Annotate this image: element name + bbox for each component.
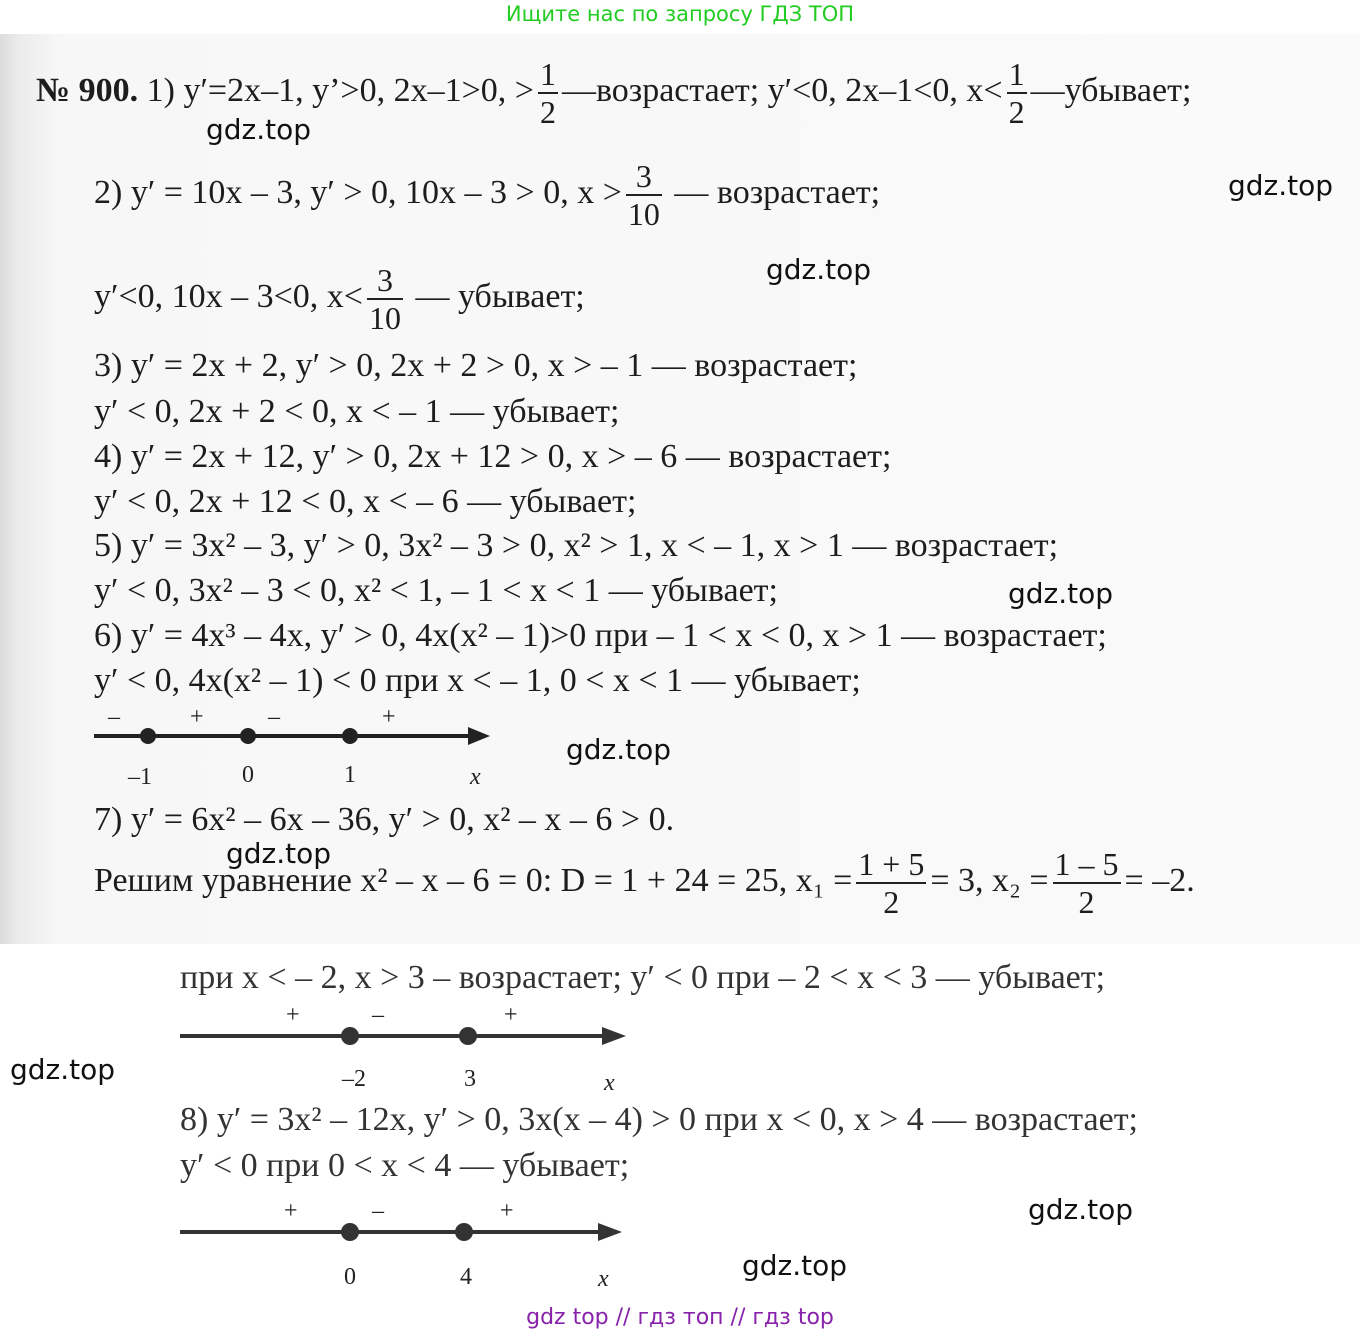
sign-label: – xyxy=(372,1198,384,1224)
axis-label: x xyxy=(604,1070,615,1096)
problem-line-5a: 5) y′ = 3x² – 3, y′ > 0, 3x² – 3 > 0, x² > 1, x < – 1, x > 1 — возрастает; xyxy=(94,527,1059,564)
sign-label: + xyxy=(382,704,396,730)
sign-label: + xyxy=(500,1198,514,1224)
number-line-point xyxy=(140,728,156,744)
number-line-point xyxy=(455,1223,473,1241)
watermark: gdz.top xyxy=(766,253,872,286)
number-line-point xyxy=(341,1027,359,1045)
watermark: gdz.top xyxy=(206,113,312,146)
watermark: gdz.top xyxy=(1028,1193,1134,1226)
fraction: $\frac{1}{2}$ xyxy=(539,56,556,130)
point-label: 0 xyxy=(242,762,254,788)
point-label: 1 xyxy=(344,762,356,788)
problem-line-4b: y′ < 0, 2x + 12 < 0, x < – 6 — убывает; xyxy=(94,483,637,520)
fraction: $\frac{1}{2}$ xyxy=(1008,56,1025,130)
number-line-point xyxy=(240,728,256,744)
problem-line-6b: y′ < 0, 4x(x² – 1) < 0 при x < – 1, 0 < x < 1 — убывает; xyxy=(94,662,861,699)
watermark: gdz.top xyxy=(10,1053,116,1086)
sign-label: – xyxy=(372,1002,384,1028)
point-label: –1 xyxy=(128,764,152,790)
sign-label: – xyxy=(268,704,280,730)
problem-line-5b: y′ < 0, 3x² – 3 < 0, x² < 1, – 1 < x < 1 — убывает; xyxy=(94,572,778,609)
footer-links[interactable]: gdz top // гдз топ // гдз top xyxy=(526,1305,834,1330)
problem-line-3b: y′ < 0, 2x + 2 < 0, x < – 1 — убывает; xyxy=(94,393,620,430)
number-line-2 xyxy=(176,1000,636,1095)
problem-line-4a: 4) y′ = 2x + 12, y′ > 0, 2x + 12 > 0, x > – 6 — возрастает; xyxy=(94,438,892,475)
problem-line-2a: 2) y′ = 10x – 3, y′ > 0, 10x – 3 > 0, x > $\frac{3}{10}$ — возрастает; xyxy=(94,158,881,232)
fraction: $\frac{1 + 5}{2}$ xyxy=(858,846,925,920)
problem-line-8b: y′ < 0 при 0 < x < 4 — убывает; xyxy=(180,1147,630,1184)
problem-line-7a: 7) y′ = 6x² – 6x – 36, y′ > 0, x² – x – 6 > 0. xyxy=(94,801,675,838)
search-banner[interactable]: Ищите нас по запросу ГДЗ ТОП xyxy=(505,2,855,26)
watermark: gdz.top xyxy=(1228,169,1334,202)
problem-line-7c: при x < – 2, x > 3 – возрастает; y′ < 0 при – 2 < x < 3 — убывает; xyxy=(180,959,1106,996)
watermark: gdz.top xyxy=(742,1249,848,1282)
point-label: 0 xyxy=(344,1264,356,1290)
sign-label: – xyxy=(108,704,120,730)
fraction: $\frac{3}{10}$ xyxy=(368,262,401,336)
axis-label: x xyxy=(598,1266,609,1292)
problem-line-7b: Решим уравнение x² – x – 6 = 0: D = 1 + 24 = 25, x₁ = $\frac{1 + 5}{2}$ = 3, x₂ = $\frac{1 - 5}{2}$ = –2. xyxy=(94,846,1195,920)
problem-line-8a: 8) y′ = 3x² – 12x, y′ > 0, 3x(x – 4) > 0 при x < 0, x > 4 — возрастает; xyxy=(180,1101,1138,1138)
point-label: 4 xyxy=(460,1264,472,1290)
number-line-3 xyxy=(176,1196,636,1291)
watermark: gdz.top xyxy=(566,733,672,766)
fraction: $\frac{1 - 5}{2}$ xyxy=(1054,846,1119,920)
sign-label: + xyxy=(286,1002,300,1028)
watermark: gdz.top xyxy=(1008,577,1114,610)
number-line-point xyxy=(459,1027,477,1045)
problem-line-1: № 900. 1) y′=2x–1, y’>0, 2x–1>0, > $\frac{1}{2}$ —возрастает; y′<0, 2x–1<0, x< $\frac{1}{2}$ —убывает; xyxy=(36,56,1192,130)
sign-label: + xyxy=(284,1198,298,1224)
problem-line-3a: 3) y′ = 2x + 2, y′ > 0, 2x + 2 > 0, x > – 1 — возрастает; xyxy=(94,347,858,384)
number-line-point xyxy=(341,1223,359,1241)
sign-label: + xyxy=(190,704,204,730)
watermark: gdz.top xyxy=(226,837,332,870)
number-line-point xyxy=(342,728,358,744)
problem-line-2b: y′<0, 10x – 3<0, x< $\frac{3}{10}$ — убывает; xyxy=(94,262,585,336)
problem-number: № 900. xyxy=(36,71,139,109)
sign-label: + xyxy=(504,1002,518,1028)
number-line-1 xyxy=(90,700,510,795)
fraction: $\frac{3}{10}$ xyxy=(627,158,660,232)
axis-label: x xyxy=(470,764,481,790)
point-label: 3 xyxy=(464,1066,476,1092)
point-label: –2 xyxy=(342,1066,366,1092)
problem-line-6a: 6) y′ = 4x³ – 4x, y′ > 0, 4x(x² – 1)>0 при – 1 < x < 0, x > 1 — возрастает; xyxy=(94,617,1107,654)
